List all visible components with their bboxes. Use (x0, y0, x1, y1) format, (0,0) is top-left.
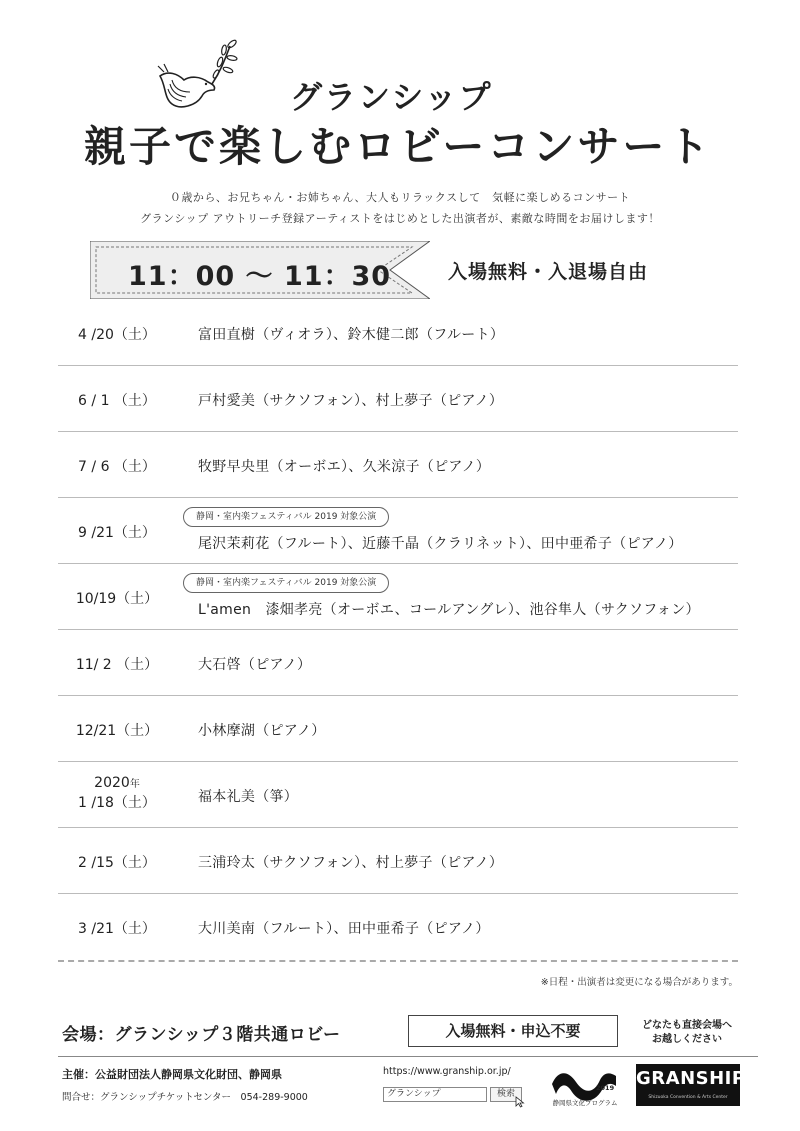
schedule-row (58, 894, 738, 960)
schedule-date: 11/ 2 （土） (75, 657, 159, 673)
schedule-date: 7 / 6 （土） (78, 459, 156, 475)
schedule-performers: 福本礼美（箏） (198, 789, 299, 805)
schedule-row (58, 696, 738, 762)
festival-badge: 静岡・室内楽フェスティバル 2019 対象公演 (183, 573, 389, 593)
schedule-date: 10/19（土） (75, 591, 159, 607)
pointer-cursor-icon (514, 1096, 526, 1108)
direct-entry-note (632, 1019, 742, 1047)
schedule-performers: 尾沢茉莉花（フルート）、近藤千晶（クラリネット）、田中亜希子（ピアノ） (198, 536, 683, 552)
schedule-year: 2020 (94, 775, 130, 791)
schedule-list (58, 300, 738, 960)
schedule-row (58, 828, 738, 894)
schedule-performers: 戸村愛美（サクソフォン）、村上夢子（ピアノ） (198, 393, 504, 409)
dashed-divider (58, 960, 738, 962)
schedule-performers: 牧野早央里（オーボエ）、久米涼子（ピアノ） (198, 459, 491, 475)
contact-text: 問合せ：グランシップチケットセンター 054-289-9000 (62, 1092, 308, 1103)
schedule-performers: 三浦玲太（サクソフォン）、村上夢子（ピアノ） (198, 855, 504, 871)
website-link[interactable]: https://www.granship.or.jp/ (383, 1066, 511, 1077)
schedule-performers: L'amen 漆畑孝亮（オーボエ、コールアングレ）、池谷隼人（サクソフォン） (198, 602, 700, 618)
schedule-row (58, 762, 738, 828)
venue-text: 会場：グランシップ３階共通ロビー (62, 1025, 341, 1045)
schedule-date: 12/21（土） (75, 723, 159, 739)
granship-logo-tagline: Shizuoka Convention & Arts Center (648, 1095, 728, 1100)
page-subtitle: グランシップ (290, 78, 493, 116)
schedule-row (58, 564, 738, 630)
search-input[interactable]: グランシップ (383, 1087, 487, 1102)
intro-line-2: グランシップ アウトリーチ登録アーティストをはじめとした出演者が、素敵な時間をお届けします！ (140, 212, 660, 225)
schedule-date: 9 /21（土） (78, 525, 156, 541)
schedule-row (58, 498, 738, 564)
entry-note: 入場無料・入退場自由 (448, 261, 649, 283)
schedule-row (58, 366, 738, 432)
schedule-date-text: 1 /18（土） (78, 795, 156, 811)
page-title: 親子で楽しむロビーコンサート (84, 122, 713, 171)
footer-divider (58, 1056, 758, 1057)
granship-logo-text: GRANSHIP (636, 1068, 746, 1089)
organizer-text: 主催：公益財団法人静岡県文化財団、静岡県 (62, 1068, 282, 1081)
schedule-row (58, 300, 738, 366)
schedule-row (58, 432, 738, 498)
direct-entry-line-2: お越しください (652, 1034, 722, 1045)
schedule-row (58, 630, 738, 696)
schedule-date: 3 /21（土） (78, 921, 156, 937)
concert-time: 11：00 ～ 11：30 (128, 261, 392, 292)
schedule-date (58, 774, 176, 812)
schedule-date: 6 / 1 （土） (78, 393, 156, 409)
schedule-date: 2 /15（土） (78, 855, 156, 871)
schedule-performers: 大川美南（フルート）、田中亜希子（ピアノ） (198, 921, 490, 937)
free-admission-box: 入場無料・申込不要 (408, 1015, 618, 1047)
logo-year: 2019 (596, 1084, 615, 1092)
schedule-performers: 富田直樹（ヴィオラ）、鈴木健二郎（フルート） (198, 327, 505, 343)
direct-entry-line-1: どなたも直接会場へ (642, 1020, 732, 1031)
intro-line-1: ０歳から、お兄ちゃん・お姉ちゃん、大人もリラックスして 気軽に楽しめるコンサート (169, 191, 631, 204)
dove-olive-branch-icon (150, 36, 250, 116)
schedule-performers: 大石啓（ピアノ） (198, 657, 312, 673)
schedule-performers: 小林摩湖（ピアノ） (198, 723, 326, 739)
schedule-year-unit: 年 (129, 779, 140, 790)
change-notice: ※日程・出演者は変更になる場合があります。 (540, 977, 738, 988)
festival-badge: 静岡・室内楽フェスティバル 2019 対象公演 (183, 507, 389, 527)
logo-label: 静岡県文化プログラム (552, 1099, 618, 1107)
search-button[interactable]: 検索 (490, 1087, 522, 1102)
schedule-date: 4 /20（土） (78, 327, 156, 343)
